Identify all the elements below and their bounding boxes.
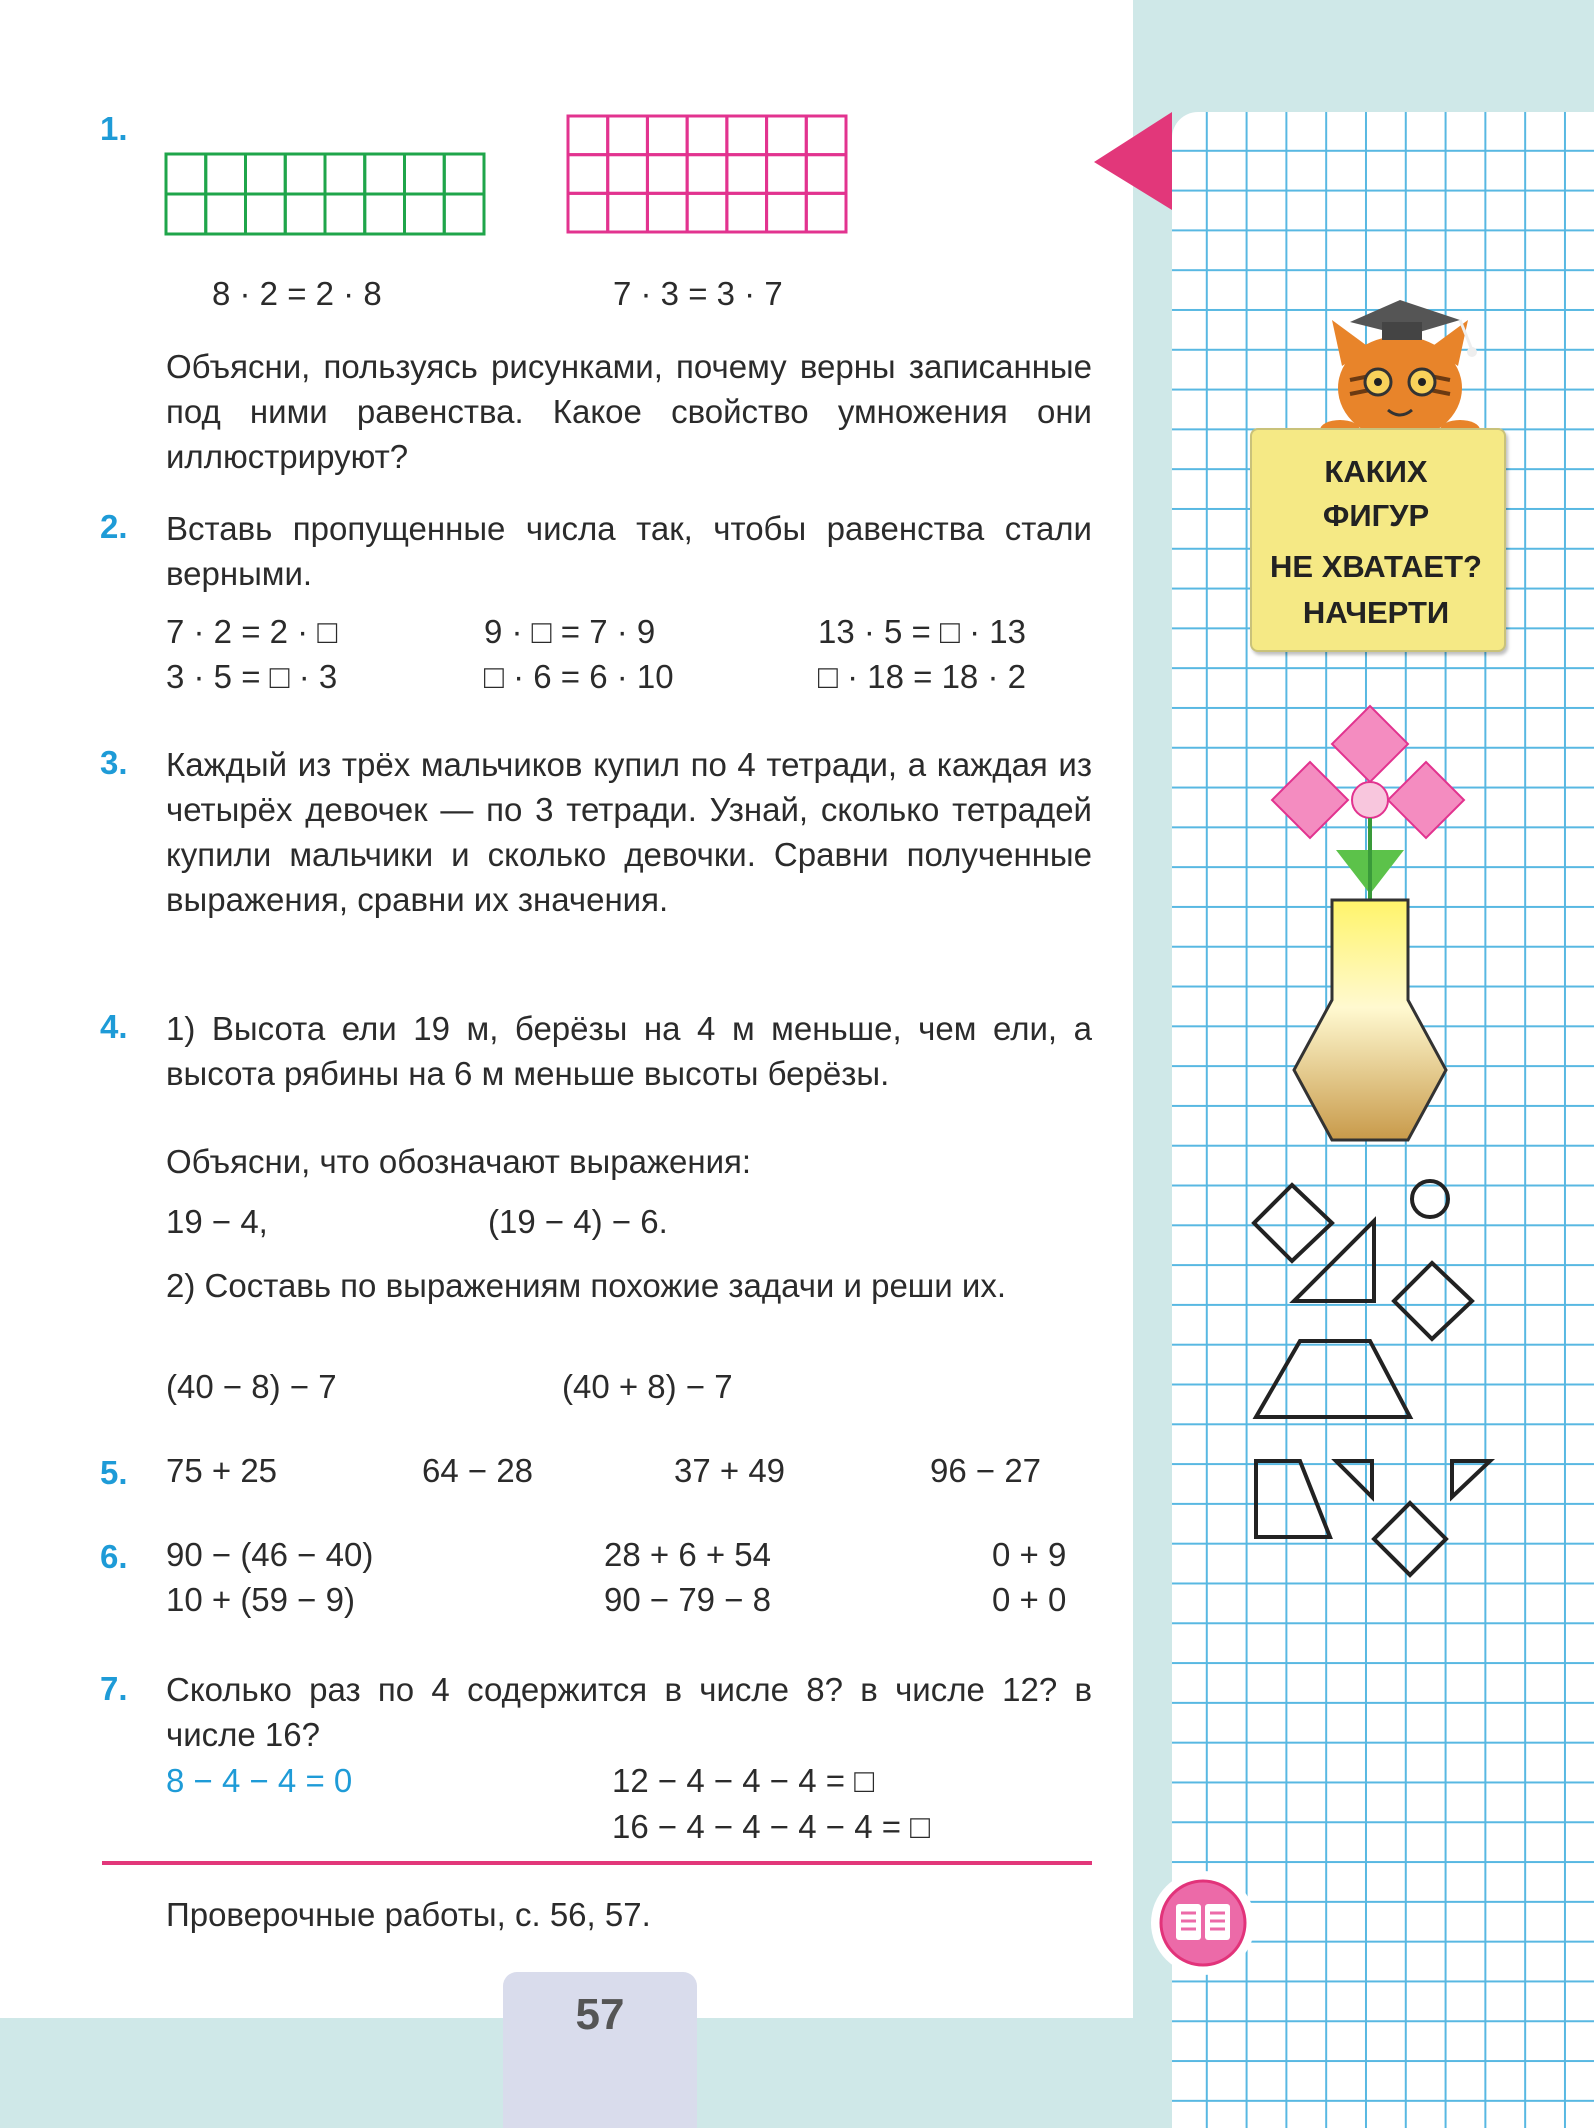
pink-bookmark-triangle-icon: [1090, 112, 1172, 212]
task-2-eq: 9 · □ = 7 · 9: [484, 613, 656, 650]
grid-cell: [687, 193, 727, 232]
task-4-expression: (19 − 4) − 6.: [488, 1203, 668, 1240]
grid-cell: [285, 194, 325, 234]
task-6-expression: 90 − (46 − 40): [166, 1536, 374, 1573]
sign-line: НЕ ХВАТАЕТ?: [1270, 549, 1482, 584]
grid-cell: [806, 193, 846, 232]
grid-cell: [727, 155, 767, 194]
task-7-number: 7.: [100, 1670, 128, 1707]
grid-cell: [285, 154, 325, 194]
task-2-eq: 7 · 2 = 2 · □: [166, 613, 338, 650]
page-number: 57: [575, 1990, 625, 2039]
book-circle-icon[interactable]: [1148, 1868, 1258, 1978]
sign-line: ФИГУР: [1322, 498, 1430, 533]
grid-cell: [166, 194, 206, 234]
grid-cell: [608, 116, 648, 155]
grid-cell: [647, 193, 687, 232]
grid-cell: [727, 193, 767, 232]
task-7-text: Сколько раз по 4 содержится в числе 8? в числе 12? в числе 16?: [166, 1671, 1092, 1753]
task-4-expression: (40 − 8) − 7: [166, 1368, 337, 1405]
cat-mascot-icon: [1310, 270, 1500, 440]
task-3-number: 3.: [100, 744, 128, 781]
grid-cell: [806, 116, 846, 155]
footer-divider: [102, 1861, 1092, 1865]
grid-cell: [647, 155, 687, 194]
grid-cell: [325, 194, 365, 234]
task-2-eq: □ · 18 = 18 · 2: [818, 658, 1026, 695]
task-7-equation: 16 − 4 − 4 − 4 − 4 = □: [612, 1808, 931, 1845]
task-1-equation-pink: 7 · 3 = 3 · 7: [613, 275, 783, 312]
task-5-expression: 37 + 49: [674, 1452, 786, 1489]
task-3-text: Каждый из трёх мальчиков купил по 4 тетради, а каждая из четырёх девочек — по 3 тетради. Узнай, сколько тетрадей купили мальчики и сколько девочки. Сравни полученные выражения, сравни их значения.: [166, 746, 1092, 918]
task-1-number: 1.: [100, 110, 128, 147]
geometric-shapes-picture: [1250, 1175, 1500, 1585]
grid-cell: [568, 193, 608, 232]
grid-cell: [608, 193, 648, 232]
grid-cell: [325, 154, 365, 194]
task-1-equation-green: 8 · 2 = 2 · 8: [212, 275, 382, 312]
grid-cell: [806, 155, 846, 194]
task-5-expression: 96 − 27: [930, 1452, 1042, 1489]
task-4-text-1: 1) Высота ели 19 м, берёзы на 4 м меньше, чем ели, а высота рябины на 6 м меньше высоты берёзы.: [166, 1010, 1092, 1092]
task-4-text-2: Объясни, что обозначают выражения:: [166, 1143, 752, 1180]
grid-cell: [246, 194, 286, 234]
grid-cell: [365, 194, 405, 234]
task-6-number: 6.: [100, 1538, 128, 1575]
grid-cell: [767, 116, 807, 155]
grid-cell: [767, 155, 807, 194]
task-2-text: Вставь пропущенные числа так, чтобы равенства стали верными.: [166, 510, 1092, 592]
task-2-eq: 3 · 5 = □ · 3: [166, 658, 338, 695]
grid-cell: [405, 154, 445, 194]
task-6-expression: 0 + 0: [992, 1581, 1067, 1618]
grid-cell: [166, 154, 206, 194]
grid-cell: [206, 154, 246, 194]
task-5-expression: 64 − 28: [422, 1452, 534, 1489]
task-2-eq: 13 · 5 = □ · 13: [818, 613, 1026, 650]
task-1-text: Объясни, пользуясь рисунками, почему верны записанные под ними равенства. Какое свойство умножения они иллюстрируют?: [166, 348, 1092, 475]
task-7-equation: 12 − 4 − 4 − 4 = □: [612, 1762, 875, 1799]
task-4-number: 4.: [100, 1008, 128, 1045]
grid-cell: [568, 116, 608, 155]
task-6-expression: 0 + 9: [992, 1536, 1067, 1573]
task-6-expression: 28 + 6 + 54: [604, 1536, 771, 1573]
grid-cell: [687, 155, 727, 194]
task-5-expression: 75 + 25: [166, 1452, 278, 1489]
grid-cell: [405, 194, 445, 234]
pink-rectangle-grid: [566, 114, 848, 234]
task-4-text-3: 2) Составь по выражениям похожие задачи и реши их.: [166, 1267, 1006, 1304]
grid-cell: [568, 155, 608, 194]
sign-line: КАКИХ: [1324, 454, 1428, 489]
task-4-expression: (40 + 8) − 7: [562, 1368, 733, 1405]
task-7-example: 8 − 4 − 4 = 0: [166, 1762, 353, 1799]
task-6-expression: 10 + (59 − 9): [166, 1581, 355, 1618]
grid-cell: [727, 116, 767, 155]
flower-vase-picture: [1268, 700, 1488, 1150]
green-rectangle-grid: [164, 152, 486, 236]
sign-line: НАЧЕРТИ: [1302, 595, 1450, 630]
task-6-expression: 90 − 79 − 8: [604, 1581, 771, 1618]
grid-cell: [246, 154, 286, 194]
grid-cell: [608, 155, 648, 194]
grid-cell: [206, 194, 246, 234]
grid-cell: [444, 194, 484, 234]
grid-cell: [687, 116, 727, 155]
grid-cell: [365, 154, 405, 194]
grid-cell: [444, 154, 484, 194]
grid-cell: [647, 116, 687, 155]
task-5-number: 5.: [100, 1454, 128, 1491]
footer-reference[interactable]: Проверочные работы, с. 56, 57.: [166, 1896, 651, 1933]
task-4-expression: 19 − 4,: [166, 1203, 268, 1240]
task-2-number: 2.: [100, 508, 128, 545]
task-2-eq: □ · 6 = 6 · 10: [484, 658, 674, 695]
grid-cell: [767, 193, 807, 232]
